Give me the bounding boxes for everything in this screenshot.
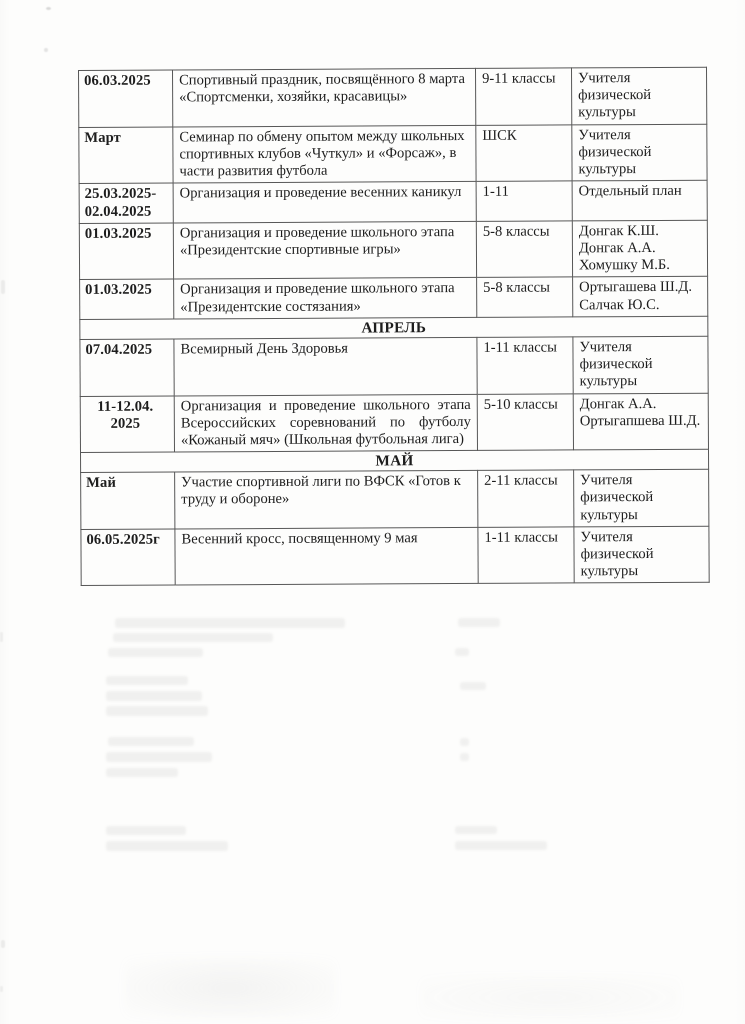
- bleed-through-line: [106, 768, 178, 777]
- event-classes: 1-11 классы: [478, 527, 574, 584]
- table-row: [79, 124, 707, 184]
- bleed-through-line: [455, 841, 547, 850]
- event-responsible: Донгак А.А. Ортыгапшева Ш.Д.: [573, 393, 708, 450]
- event-responsible: Учителя физической культуры: [573, 336, 708, 393]
- table-row: [81, 469, 709, 529]
- bleed-through-line: [106, 841, 228, 851]
- bleed-through-line: [115, 618, 345, 628]
- event-classes: 1-11 классы: [477, 337, 573, 394]
- table-row: [79, 181, 707, 224]
- event-classes: ШСК: [476, 125, 572, 182]
- bleed-through-line: [106, 826, 186, 835]
- bleed-through-line: [113, 633, 273, 642]
- event-date: 06.03.2025: [79, 70, 173, 127]
- event-date: 01.03.2025: [80, 279, 174, 319]
- scan-smudge: [125, 958, 335, 1018]
- event-description: Спортивный праздник, посвящённого 8 марта «Спортсменки, хозяйки, красавицы»: [173, 68, 476, 126]
- event-responsible: Отдельный план: [572, 181, 707, 221]
- bleed-through-line: [458, 618, 500, 627]
- event-description: Весенний кросс, посвященному 9 мая: [175, 527, 478, 585]
- scan-smudge: [420, 975, 680, 1020]
- schedule-table-body: [79, 67, 710, 586]
- event-description: Организация и проведение школьного этапа Всероссийских соревнований по футболу «Кожаный мяч» (Школьная футбольная лига): [174, 394, 477, 452]
- bleed-through-line: [106, 676, 188, 685]
- table-row: [80, 336, 708, 396]
- event-classes: 9-11 классы: [475, 68, 571, 125]
- month-header: АПРЕЛЬ: [80, 316, 708, 339]
- event-description: Организация и проведение школьного этапа «Президентские спортивные игры»: [173, 221, 476, 279]
- event-date: 01.03.2025: [79, 223, 173, 280]
- month-header: МАЙ: [81, 449, 709, 472]
- scan-speck: [44, 48, 48, 52]
- event-responsible: Учителя физической культуры: [571, 67, 706, 124]
- event-date: 25.03.2025- 02.04.2025: [79, 183, 173, 223]
- event-date: Май: [81, 472, 175, 529]
- table-row: [81, 526, 709, 586]
- bleed-through-line: [106, 706, 208, 716]
- event-description: Семинар по обмену опытом между школьных спортивных клубов «Чуткул» и «Форсаж», в части развития футбола: [173, 125, 476, 183]
- event-classes: 2-11 классы: [478, 470, 574, 527]
- sports-events-schedule-table: [78, 67, 710, 587]
- event-description: Организация и проведение школьного этапа «Президентские состязания»: [174, 278, 477, 319]
- event-description: Участие спортивной лиги по ВФСК «Готов к труду и обороне»: [175, 471, 478, 529]
- event-date: Март: [79, 127, 173, 184]
- bleed-through-line: [106, 752, 212, 762]
- event-classes: 5-8 классы: [477, 277, 573, 317]
- schedule-table-container: [78, 67, 709, 587]
- event-date: 06.05.2025г: [81, 529, 175, 586]
- event-responsible: Учителя физической культуры: [572, 124, 707, 181]
- bleed-through-line: [108, 737, 194, 746]
- bleed-through-line: [455, 648, 469, 656]
- scan-edge-mark: [1, 940, 5, 948]
- bleed-through-line: [108, 648, 203, 657]
- scan-edge-mark: [0, 632, 3, 642]
- event-description: Организация и проведение весенних каникул: [173, 182, 476, 223]
- table-row: [79, 67, 707, 127]
- event-description: Всемирный День Здоровья: [174, 337, 477, 395]
- event-date: 07.04.2025: [80, 339, 174, 396]
- bleed-through-line: [460, 738, 469, 746]
- table-row: [80, 277, 708, 320]
- bleed-through-line: [455, 826, 497, 834]
- scan-edge-mark: [1, 280, 5, 294]
- event-classes: 5-10 классы: [477, 393, 573, 450]
- event-responsible: Донгак К.Ш. Донгак А.А. Хомушку М.Б.: [572, 220, 707, 277]
- event-date: 11-12.04. 2025: [80, 396, 174, 453]
- table-row: [79, 220, 707, 280]
- event-responsible: Учителя физической культуры: [574, 526, 709, 583]
- bleed-through-line: [460, 753, 469, 761]
- event-classes: 5-8 классы: [476, 221, 572, 278]
- event-responsible: Учителя физической культуры: [574, 469, 709, 526]
- table-row: [80, 393, 708, 453]
- bleed-through-line: [106, 691, 202, 701]
- event-responsible: Ортыгашева Ш.Д. Салчак Ю.С.: [573, 277, 708, 317]
- scan-speck: [46, 7, 51, 10]
- event-classes: 1-11: [476, 181, 572, 221]
- bleed-through-line: [460, 682, 486, 690]
- scan-edge-mark: [0, 986, 3, 992]
